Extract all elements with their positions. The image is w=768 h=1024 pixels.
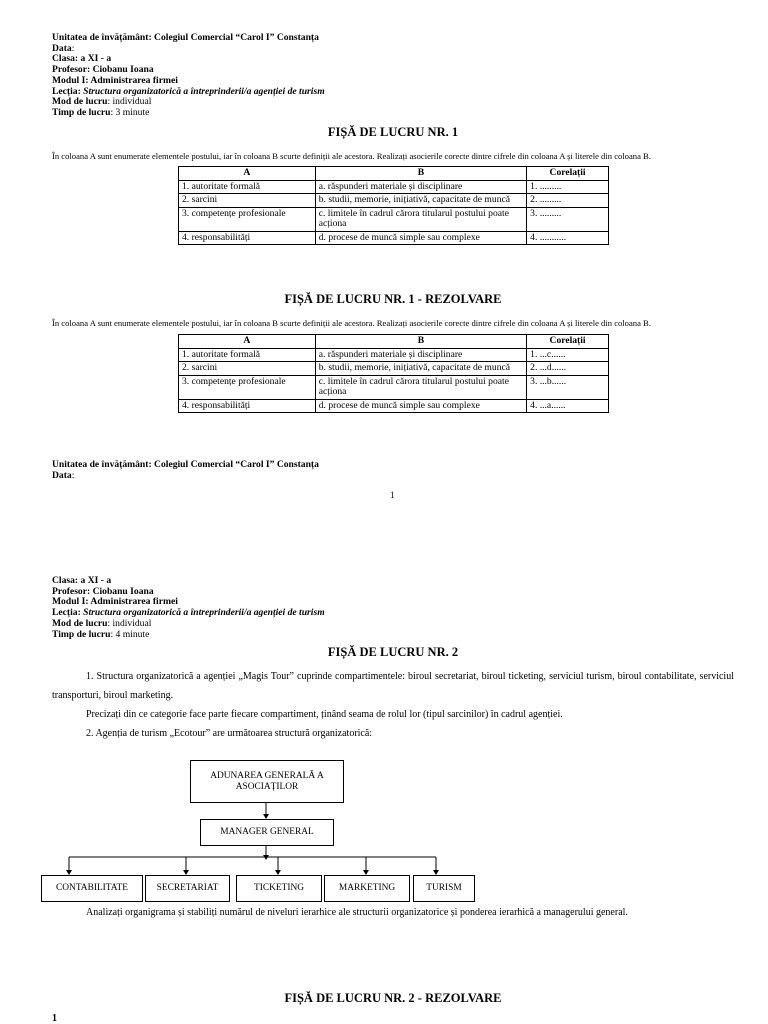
exercise-2-task [52, 903, 734, 922]
module-line: Modul I: Administrarea firmei [52, 596, 178, 608]
date-line: Data: [52, 42, 75, 54]
cell-a: 2. sarcini [179, 194, 316, 208]
sheet-2-solution-title: FIȘĂ DE LUCRU NR. 2 - REZOLVARE [284, 991, 502, 1005]
sheet-1-solution-instruction: În coloana A sunt enumerate elementele postului, iar în coloana B scurte definiții ale acestora. Realizați asocierile corecte dintre cifrele din coloana A și literele din coloana B. [52, 318, 651, 328]
org-box-department: SECRETARIAT [145, 875, 230, 902]
cell-correlation: 1. ......... [527, 180, 609, 194]
cell-b: c. limitele în cadrul cărora titularul postului poate acționa [315, 375, 526, 399]
cell-correlation: 2. ......... [527, 194, 609, 208]
work-time-line: Timp de lucru: 3 minute [52, 106, 150, 118]
cell-b: d. procese de muncă simple sau complexe [315, 231, 526, 245]
column-header-a: A [179, 167, 316, 181]
org-box-general-assembly: ADUNAREA GENERALĂ A ASOCIAȚILOR [190, 760, 344, 803]
column-header-b: B [315, 335, 526, 349]
page-number: 1 [390, 490, 395, 500]
cell-b: d. procese de muncă simple sau complexe [315, 399, 526, 413]
lesson-line: Lecția: Structura organizatorică a întreprinderii/a agenției de turism [52, 607, 325, 619]
org-box-department: CONTABILITATE [41, 875, 143, 902]
cell-correlation: 1. ...c...... [527, 348, 609, 362]
cell-correlation: 2. ...d...... [527, 362, 609, 376]
work-time-line: Timp de lucru: 4 minute [52, 628, 150, 640]
column-header-correlations: Corelații [527, 167, 609, 181]
school-line: Unitatea de învățământ: Colegiul Comercial “Carol I” Constanța [52, 32, 319, 43]
sheet-1-instruction: În coloana A sunt enumerate elementele postului, iar în coloana B scurte definiții ale acestora. Realizați asocierile corecte dintre cifrele din coloana A și literele din coloana B. [52, 151, 651, 161]
cell-b: a. răspunderi materiale și disciplinare [315, 180, 526, 194]
exercise-1-text: 1. Structura organizatorică a agenției „Magis Tour” cuprinde compartimentele: biroul secretariat, biroul ticketing, serviciul turism, biroul contabilitate, serviciul transporturi, biroul marketing. [52, 671, 734, 701]
cell-a: 3. competențe profesionale [179, 375, 316, 399]
cell-b: b. studii, memorie, inițiativă, capacitate de muncă [315, 362, 526, 376]
date-line: Data: [52, 469, 75, 481]
work-mode-line: Mod de lucru: individual [52, 617, 152, 629]
cell-b: b. studii, memorie, inițiativă, capacitate de muncă [315, 194, 526, 208]
lesson-line: Lecția: Structura organizatorică a întreprinderii/a agenției de turism [52, 85, 325, 97]
module-line: Modul I: Administrarea firmei [52, 74, 178, 86]
cell-correlation: 3. ...b...... [527, 375, 609, 399]
footer-fragment: 1 [52, 1013, 57, 1024]
cell-correlation: 4. ........... [527, 231, 609, 245]
cell-a: 1. autoritate formală [179, 180, 316, 194]
cell-correlation: 4. ...a...... [527, 399, 609, 413]
teacher-line: Profesor: Ciobanu Ioana [52, 64, 154, 76]
class-line: Clasa: a XI - a [52, 575, 112, 586]
cell-a: 1. autoritate formală [179, 348, 316, 362]
org-box-department: TICKETING [236, 875, 322, 902]
sheet-2-title: FIȘĂ DE LUCRU NR. 2 [327, 645, 459, 659]
cell-a: 2. sarcini [179, 362, 316, 376]
exercise-1-task: Precizați din ce categorie face parte fiecare compartiment, ținând seama de rolul lor (tipul sarcinilor) în cadrul agenției. [86, 709, 563, 720]
cell-b: c. limitele în cadrul cărora titularul postului poate acționa [315, 207, 526, 231]
class-line: Clasa: a XI - a [52, 53, 112, 65]
sheet-1-title: FIȘĂ DE LUCRU NR. 1 [327, 125, 459, 139]
teacher-line: Profesor: Ciobanu Ioana [52, 585, 154, 597]
exercise-2-task-text: Analizați organigrama și stabiliți numărul de niveluri ierarhice ale structurii organizatorice și ponderea ierarhică a managerului general. [86, 907, 628, 918]
cell-correlation: 3. ......... [527, 207, 609, 231]
exercise-2-text: 2. Agenția de turism „Ecotour” are următoarea structură organizatorică: [86, 728, 373, 739]
org-box-department: MARKETING [324, 875, 410, 902]
column-header-correlations: Corelații [527, 335, 609, 349]
cell-a: 3. competențe profesionale [179, 207, 316, 231]
column-header-b: B [315, 167, 526, 181]
school-line: Unitatea de învățământ: Colegiul Comercial “Carol I” Constanța [52, 459, 319, 470]
cell-a: 4. responsabilități [179, 231, 316, 245]
org-box-general-manager: MANAGER GENERAL [200, 819, 334, 846]
org-box-department: TURISM [413, 875, 475, 902]
cell-a: 4. responsabilități [179, 399, 316, 413]
work-mode-line: Mod de lucru: individual [52, 96, 152, 108]
sheet-1-solution-title: FIȘĂ DE LUCRU NR. 1 - REZOLVARE [284, 292, 502, 306]
cell-b: a. răspunderi materiale și disciplinare [315, 348, 526, 362]
column-header-a: A [179, 335, 316, 349]
